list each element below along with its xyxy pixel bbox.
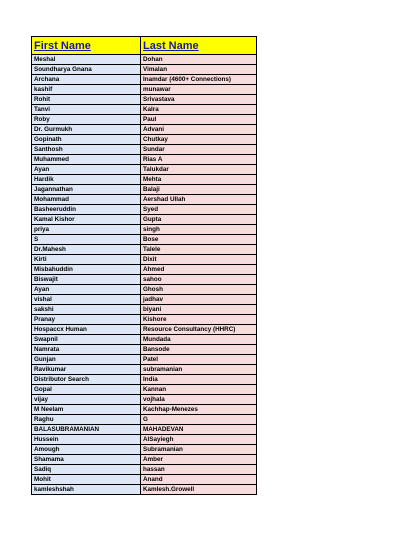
last-name-cell: Advani [141,125,257,135]
table-row [32,335,257,345]
table-row [32,255,257,265]
last-name-cell: Chutkay [141,135,257,145]
table-row [32,225,257,235]
table-row [32,215,257,225]
last-name-cell: hassan [141,465,257,475]
last-name-cell: Sundar [141,145,257,155]
last-name-cell: MAHADEVAN [141,425,257,435]
last-name-header: Last Name [141,37,257,55]
last-name-cell: Inamdar (4600+ Connections) [141,75,257,85]
last-name-cell: Dixit [141,255,257,265]
header-row [32,37,257,55]
first-name-cell: Distributor Search [32,375,141,385]
table-row [32,175,257,185]
table-row [32,115,257,125]
last-name-cell: Dohan [141,55,257,65]
table-row [32,205,257,215]
first-name-cell: Meshal [32,55,141,65]
first-name-cell: Namrata [32,345,141,355]
first-name-cell: Sadiq [32,465,141,475]
first-name-cell: Hussein [32,435,141,445]
table-row [32,445,257,455]
first-name-cell: priya [32,225,141,235]
first-name-cell: Gopal [32,385,141,395]
last-name-cell: Talele [141,245,257,255]
last-name-cell: G [141,415,257,425]
table-row [32,105,257,115]
first-name-cell: Roby [32,115,141,125]
last-name-cell: Syed [141,205,257,215]
table-row [32,185,257,195]
first-name-cell: S [32,235,141,245]
first-name-cell: vishal [32,295,141,305]
last-name-cell: Amber [141,455,257,465]
table-row [32,485,257,495]
last-name-cell: Aershad Ullah [141,195,257,205]
last-name-cell: Bose [141,235,257,245]
first-name-cell: Soundharya Gnana [32,65,141,75]
first-name-cell: Jagannathan [32,185,141,195]
first-name-cell: Ayan [32,165,141,175]
last-name-cell: Talukdar [141,165,257,175]
last-name-cell: munawar [141,85,257,95]
table-row [32,75,257,85]
first-name-header: First Name [32,37,141,55]
first-name-cell: Mohammad [32,195,141,205]
table-row [32,465,257,475]
first-name-cell: sakshi [32,305,141,315]
table-row [32,355,257,365]
last-name-cell: Kalra [141,105,257,115]
last-name-cell: Mundada [141,335,257,345]
last-name-cell: subramanian [141,365,257,375]
table-row [32,55,257,65]
last-name-cell: Ghosh [141,285,257,295]
last-name-cell: Balaji [141,185,257,195]
first-name-cell: M Neelam [32,405,141,415]
first-name-cell: Archana [32,75,141,85]
first-name-cell: kashif [32,85,141,95]
first-name-cell: Misbahuddin [32,265,141,275]
last-name-cell: jadhav [141,295,257,305]
first-name-cell: Gunjan [32,355,141,365]
table-row [32,65,257,75]
first-name-cell: Dr.Mahesh [32,245,141,255]
first-name-cell: Raghu [32,415,141,425]
table-row [32,425,257,435]
last-name-cell: AlSayiegh [141,435,257,445]
first-name-cell: Shamama [32,455,141,465]
first-name-cell: Dr. Gurmukh [32,125,141,135]
last-name-cell: Kishore [141,315,257,325]
table-row [32,305,257,315]
first-name-cell: Kirti [32,255,141,265]
first-name-cell: Tanvi [32,105,141,115]
table-row [32,285,257,295]
first-name-cell: Pranay [32,315,141,325]
table-row [32,325,257,335]
table-row [32,245,257,255]
table-row [32,125,257,135]
table-row [32,345,257,355]
table-row [32,95,257,105]
first-name-cell: Hardik [32,175,141,185]
table-row [32,385,257,395]
table-header [32,37,257,55]
first-name-cell: Gopinath [32,135,141,145]
last-name-cell: Kachhap-Menezes [141,405,257,415]
table-row [32,435,257,445]
last-name-cell: Paul [141,115,257,125]
table-row [32,135,257,145]
first-name-cell: Rohit [32,95,141,105]
table-row [32,315,257,325]
last-name-cell: Resource Consultancy (HHRC) [141,325,257,335]
last-name-cell: vojhala [141,395,257,405]
first-name-cell: Hospaccx Human [32,325,141,335]
table-row [32,295,257,305]
last-name-cell: Mehta [141,175,257,185]
table-row [32,455,257,465]
table-row [32,195,257,205]
name-sheet [31,36,256,495]
last-name-cell: India [141,375,257,385]
first-name-cell: kamleshshah [32,485,141,495]
last-name-cell: singh [141,225,257,235]
first-name-cell: Muhammed [32,155,141,165]
first-name-cell: Amough [32,445,141,455]
table-row [32,405,257,415]
table-row [32,395,257,405]
last-name-cell: Kannan [141,385,257,395]
table-row [32,85,257,95]
last-name-cell: sahoo [141,275,257,285]
first-name-cell: Ayan [32,285,141,295]
table-row [32,365,257,375]
table-row [32,165,257,175]
first-name-cell: Biswajit [32,275,141,285]
last-name-cell: Vimalan [141,65,257,75]
table-row [32,475,257,485]
last-name-cell: Srivastava [141,95,257,105]
table-row [32,375,257,385]
table-row [32,155,257,165]
first-name-cell: Santhosh [32,145,141,155]
first-name-cell: BALASUBRAMANIAN [32,425,141,435]
first-name-cell: Mohit [32,475,141,485]
first-name-cell: Swapnil [32,335,141,345]
table-body [32,55,257,495]
last-name-cell: biyani [141,305,257,315]
first-name-cell: Kamal Kishor [32,215,141,225]
last-name-cell: Patel [141,355,257,365]
table-row [32,145,257,155]
table-row [32,235,257,245]
last-name-cell: Ahmed [141,265,257,275]
first-name-cell: Ravikumar [32,365,141,375]
first-name-cell: vijay [32,395,141,405]
names-table [31,36,257,495]
table-row [32,415,257,425]
table-row [32,275,257,285]
table-row [32,265,257,275]
first-name-cell: Basheeruddin [32,205,141,215]
last-name-cell: Gupta [141,215,257,225]
last-name-cell: Subramanian [141,445,257,455]
last-name-cell: Anand [141,475,257,485]
last-name-cell: Kamlesh.Growell [141,485,257,495]
last-name-cell: Rias A [141,155,257,165]
last-name-cell: Bansode [141,345,257,355]
